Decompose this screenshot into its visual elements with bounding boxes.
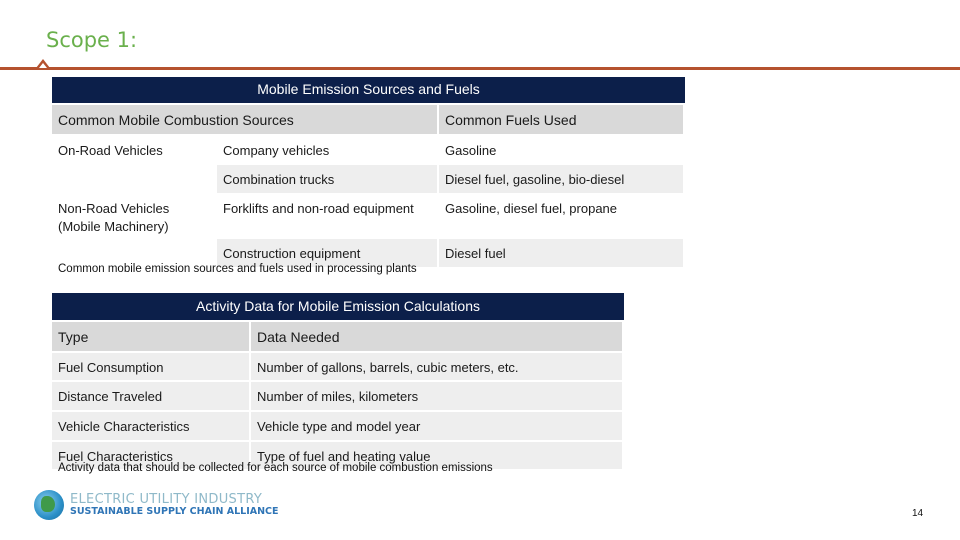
mobile-sources-table — [52, 77, 685, 267]
fuel-cell: Diesel fuel, gasoline, bio-diesel — [439, 163, 685, 193]
logo-line2: SUSTAINABLE SUPPLY CHAIN ALLIANCE — [70, 505, 279, 517]
col-header-fuels: Common Fuels Used — [439, 103, 685, 134]
table-row — [52, 410, 624, 440]
globe-icon — [34, 490, 64, 520]
source-cell: Combination trucks — [217, 163, 439, 193]
table-row — [52, 134, 685, 164]
source-cell: Company vehicles — [217, 134, 439, 164]
col-header-type: Type — [52, 320, 251, 351]
category-cell: Non-Road Vehicles (Mobile Machinery) — [52, 193, 217, 267]
data-cell: Type of fuel and heating value — [251, 440, 624, 470]
slide-title: Scope 1: — [46, 28, 138, 52]
title-divider — [0, 67, 960, 70]
fuel-cell: Gasoline — [439, 134, 685, 164]
type-cell: Vehicle Characteristics — [52, 410, 251, 440]
activity-data-table — [52, 293, 624, 469]
data-cell: Vehicle type and model year — [251, 410, 624, 440]
logo-line1: ELECTRIC UTILITY INDUSTRY — [70, 492, 263, 508]
alliance-logo — [34, 490, 279, 520]
category-cell: On-Road Vehicles — [52, 134, 217, 193]
col-header-data: Data Needed — [251, 320, 624, 351]
data-cell: Number of gallons, barrels, cubic meters, etc. — [251, 351, 624, 381]
fuel-cell: Diesel fuel — [439, 237, 685, 267]
table2-caption: Activity data that should be collected for each source of mobile combustion emissions — [58, 462, 493, 474]
table1-header: Mobile Emission Sources and Fuels — [52, 77, 685, 103]
table-row — [52, 380, 624, 410]
table1-caption: Common mobile emission sources and fuels used in processing plants — [58, 263, 417, 275]
source-cell: Forklifts and non-road equipment — [217, 193, 439, 237]
table-row — [52, 193, 685, 237]
table-row — [52, 351, 624, 381]
fuel-cell: Gasoline, diesel fuel, propane — [439, 193, 685, 237]
type-cell: Fuel Consumption — [52, 351, 251, 381]
type-cell: Fuel Characteristics — [52, 440, 251, 470]
page-number: 14 — [912, 508, 924, 519]
data-cell: Number of miles, kilometers — [251, 380, 624, 410]
col-header-sources: Common Mobile Combustion Sources — [52, 103, 439, 134]
table2-header: Activity Data for Mobile Emission Calculations — [52, 293, 624, 320]
source-cell: Construction equipment — [217, 237, 439, 267]
type-cell: Distance Traveled — [52, 380, 251, 410]
